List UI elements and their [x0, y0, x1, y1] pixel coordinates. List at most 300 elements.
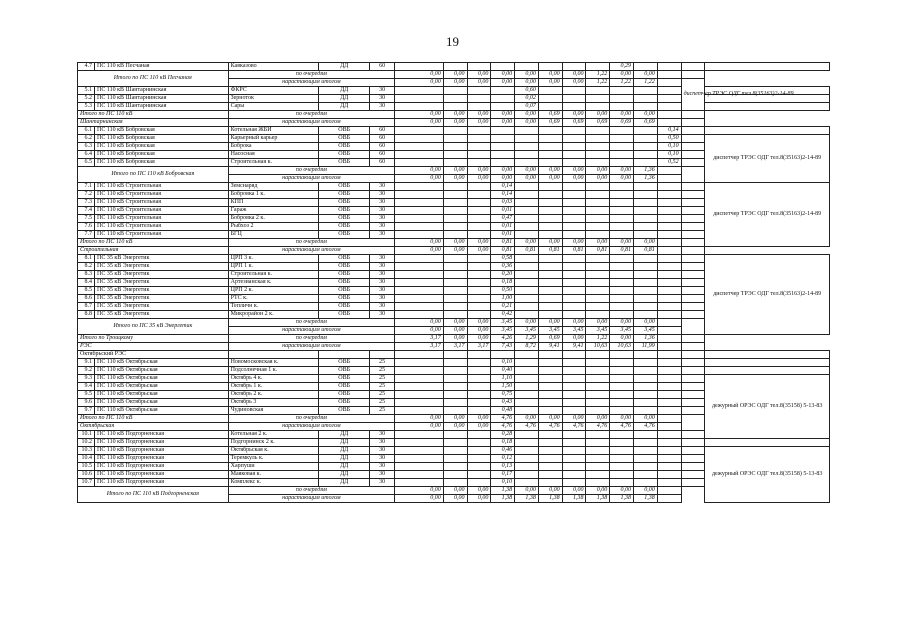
value-cell — [515, 207, 539, 215]
empty-cell — [370, 351, 395, 359]
value-cell — [586, 215, 610, 223]
empty-cell — [586, 351, 610, 359]
value-cell: 0,00 — [610, 487, 634, 495]
value-cell: 0,00 — [538, 239, 562, 247]
value-cell — [562, 471, 586, 479]
value-cell: 0,00 — [467, 247, 491, 255]
subtotal-title: Итого по ПС 110 кВ — [78, 111, 229, 119]
value-cell — [538, 407, 562, 415]
value-cell: 0,00 — [467, 239, 491, 247]
value-cell — [515, 223, 539, 231]
value-cell — [586, 127, 610, 135]
value-cell: 1,10 — [491, 375, 515, 383]
value-cell: 0,00 — [467, 111, 491, 119]
value-cell: 0,00 — [562, 415, 586, 423]
responsible-unit: ДД — [319, 447, 370, 455]
value-cell — [538, 439, 562, 447]
value-cell — [491, 159, 515, 167]
limit-value: 30 — [370, 255, 395, 263]
value-cell: 0,69 — [634, 119, 658, 127]
value-cell — [681, 159, 705, 167]
value-cell — [515, 471, 539, 479]
value-cell: 0,00 — [467, 319, 491, 327]
value-cell: 4,76 — [515, 423, 539, 431]
value-cell — [586, 383, 610, 391]
value-cell — [657, 479, 681, 487]
feeder-name: ЦРП 2 к. — [228, 287, 319, 295]
value-cell: 0,00 — [395, 415, 444, 423]
limit-value: 30 — [370, 287, 395, 295]
value-cell: 0,10 — [491, 359, 515, 367]
value-cell: 0,69 — [562, 119, 586, 127]
feeder-name: Бобровка 2 к. — [228, 215, 319, 223]
limit-value: 30 — [370, 223, 395, 231]
row-number: 10.1 — [78, 431, 95, 439]
value-cell — [443, 207, 467, 215]
value-cell: 0,00 — [610, 175, 634, 183]
value-cell — [657, 87, 681, 95]
value-cell: 0,00 — [515, 71, 539, 79]
value-cell: 0,00 — [586, 111, 610, 119]
value-cell: 0,00 — [538, 415, 562, 423]
value-cell: 3,45 — [515, 327, 539, 335]
subtotal-mode: по очередям — [228, 319, 394, 327]
value-cell — [538, 199, 562, 207]
value-cell: 0,00 — [443, 319, 467, 327]
value-cell — [395, 391, 444, 399]
value-cell — [395, 375, 444, 383]
limit-value: 60 — [370, 135, 395, 143]
value-cell — [657, 63, 681, 71]
value-cell — [681, 311, 705, 319]
value-cell — [395, 447, 444, 455]
value-cell — [467, 375, 491, 383]
value-cell — [657, 487, 681, 495]
value-cell — [681, 463, 705, 471]
value-cell — [538, 215, 562, 223]
value-cell — [586, 367, 610, 375]
value-cell: 0,00 — [491, 71, 515, 79]
value-cell — [562, 439, 586, 447]
value-cell: 1,22 — [586, 79, 610, 87]
responsible-unit: ОВБ — [319, 231, 370, 239]
value-cell — [515, 255, 539, 263]
value-cell — [610, 471, 634, 479]
row-number: 8.5 — [78, 287, 95, 295]
value-cell — [538, 367, 562, 375]
value-cell: 0,00 — [610, 239, 634, 247]
value-cell — [467, 471, 491, 479]
value-cell — [443, 255, 467, 263]
empty-cell — [395, 351, 444, 359]
value-cell: 0,00 — [610, 111, 634, 119]
value-cell — [586, 87, 610, 95]
value-cell: 0,60 — [515, 87, 539, 95]
substation-name: ПС 110 кВ Бобровская — [94, 159, 228, 167]
limit-value: 30 — [370, 231, 395, 239]
value-cell — [515, 127, 539, 135]
empty-cell — [681, 247, 705, 255]
value-cell: 0,00 — [586, 239, 610, 247]
value-cell: 1,38 — [586, 495, 610, 503]
value-cell — [443, 135, 467, 143]
substation-name: ПС 110 кВ Шантарнинская — [94, 95, 228, 103]
value-cell — [467, 255, 491, 263]
value-cell: 0,00 — [634, 319, 658, 327]
value-cell: 0,00 — [562, 167, 586, 175]
value-cell: 0,00 — [634, 415, 658, 423]
value-cell: 0,00 — [443, 167, 467, 175]
value-cell — [443, 375, 467, 383]
value-cell — [538, 183, 562, 191]
feeder-name: РТС к. — [228, 295, 319, 303]
value-cell — [395, 271, 444, 279]
row-number: 9.4 — [78, 383, 95, 391]
value-cell: 1,38 — [491, 487, 515, 495]
row-number: 5.3 — [78, 103, 95, 111]
value-cell — [610, 183, 634, 191]
value-cell — [586, 271, 610, 279]
subtotal-mode: по очередям — [228, 415, 394, 423]
value-cell — [586, 183, 610, 191]
value-cell: 0,69 — [610, 119, 634, 127]
value-cell — [562, 207, 586, 215]
feeder-name: Карьерный карьер — [228, 135, 319, 143]
value-cell — [562, 199, 586, 207]
value-cell — [681, 407, 705, 415]
value-cell: 0,00 — [515, 167, 539, 175]
value-cell — [634, 215, 658, 223]
substation-name: ПС 110 кВ Строительная — [94, 199, 228, 207]
value-cell — [657, 415, 681, 423]
limit-value: 30 — [370, 295, 395, 303]
value-cell: 0,01 — [491, 223, 515, 231]
responsible-unit: ДД — [319, 479, 370, 487]
value-cell: 0,18 — [491, 439, 515, 447]
value-cell — [634, 135, 658, 143]
value-cell: 0,00 — [467, 335, 491, 343]
empty-cell — [705, 367, 830, 375]
value-cell: 3,45 — [586, 327, 610, 335]
subtotal-mode: по очередям — [228, 239, 394, 247]
substation-name: ПС 110 кВ Октябрьская — [94, 367, 228, 375]
limit-value: 30 — [370, 271, 395, 279]
value-cell: 0,81 — [610, 247, 634, 255]
value-cell: 4,76 — [491, 423, 515, 431]
value-cell — [562, 375, 586, 383]
value-cell — [395, 215, 444, 223]
value-cell — [657, 391, 681, 399]
value-cell — [395, 479, 444, 487]
feeder-name: Харпуши — [228, 463, 319, 471]
value-cell — [562, 151, 586, 159]
value-cell — [395, 207, 444, 215]
value-cell — [443, 199, 467, 207]
value-cell — [562, 463, 586, 471]
value-cell: 0,00 — [610, 335, 634, 343]
value-cell — [443, 399, 467, 407]
value-cell — [538, 207, 562, 215]
value-cell — [610, 367, 634, 375]
substation-name: ПС 110 кВ Октябрьская — [94, 375, 228, 383]
value-cell — [443, 455, 467, 463]
row-number: 6.5 — [78, 159, 95, 167]
feeder-name: ЦРП 1 к. — [228, 263, 319, 271]
value-cell — [538, 375, 562, 383]
value-cell — [634, 63, 658, 71]
value-cell — [681, 359, 705, 367]
value-cell — [538, 479, 562, 487]
value-cell — [467, 103, 491, 111]
row-number: 5.2 — [78, 95, 95, 103]
responsible-unit: ДД — [319, 471, 370, 479]
value-cell — [657, 359, 681, 367]
subtotal-mode: нарастающим итогом — [228, 175, 394, 183]
value-cell: 0,00 — [395, 119, 444, 127]
value-cell — [681, 367, 705, 375]
value-cell — [443, 159, 467, 167]
value-cell — [562, 263, 586, 271]
table-row — [78, 103, 830, 111]
load-table — [77, 62, 830, 503]
value-cell — [657, 71, 681, 79]
value-cell: 0,00 — [395, 111, 444, 119]
feeder-name: Боброка — [228, 143, 319, 151]
value-cell — [681, 215, 705, 223]
value-cell: 4,76 — [491, 415, 515, 423]
value-cell: 0,18 — [491, 279, 515, 287]
limit-value: 25 — [370, 375, 395, 383]
value-cell — [634, 359, 658, 367]
value-cell — [538, 159, 562, 167]
value-cell — [395, 103, 444, 111]
value-cell — [491, 135, 515, 143]
limit-value: 30 — [370, 279, 395, 287]
value-cell — [515, 263, 539, 271]
value-cell — [586, 463, 610, 471]
value-cell — [395, 223, 444, 231]
value-cell — [610, 135, 634, 143]
value-cell — [395, 455, 444, 463]
value-cell — [634, 159, 658, 167]
value-cell — [562, 87, 586, 95]
value-cell — [657, 95, 681, 103]
value-cell — [538, 255, 562, 263]
value-cell — [657, 215, 681, 223]
value-cell: 0,00 — [515, 239, 539, 247]
value-cell — [586, 471, 610, 479]
value-cell: 0,69 — [538, 335, 562, 343]
value-cell: 0,01 — [491, 231, 515, 239]
value-cell: 0,00 — [491, 175, 515, 183]
value-cell — [562, 455, 586, 463]
value-cell — [395, 295, 444, 303]
value-cell — [491, 95, 515, 103]
subtotal-mode: нарастающим итогом — [228, 119, 394, 127]
row-number: 7.4 — [78, 207, 95, 215]
value-cell — [681, 135, 705, 143]
value-cell: 0,17 — [491, 471, 515, 479]
value-cell: 0,00 — [538, 79, 562, 87]
responsible-unit: ОВБ — [319, 407, 370, 415]
substation-name: ПС 110 кВ Строительная — [94, 231, 228, 239]
limit-value: 25 — [370, 367, 395, 375]
value-cell — [515, 391, 539, 399]
limit-value: 30 — [370, 471, 395, 479]
value-cell: 11,99 — [634, 343, 658, 351]
subtotal-title: Итого по ПС 110 кВ Бобровская — [78, 167, 229, 183]
value-cell — [610, 391, 634, 399]
value-cell: 0,10 — [657, 151, 681, 159]
value-cell — [610, 223, 634, 231]
value-cell — [681, 295, 705, 303]
table-row — [78, 447, 830, 455]
dispatcher-note: дежурный ОРЭС ОДГ тел.8(35158) 5-13-83 — [705, 375, 830, 439]
value-cell: 9,41 — [562, 343, 586, 351]
value-cell — [443, 87, 467, 95]
limit-value: 30 — [370, 463, 395, 471]
value-cell — [443, 223, 467, 231]
value-cell — [443, 103, 467, 111]
value-cell — [562, 215, 586, 223]
value-cell: 0,40 — [491, 367, 515, 375]
value-cell — [538, 135, 562, 143]
value-cell — [395, 311, 444, 319]
responsible-unit: ОВБ — [319, 151, 370, 159]
value-cell — [538, 103, 562, 111]
value-cell — [515, 287, 539, 295]
value-cell — [515, 303, 539, 311]
value-cell: 0,00 — [395, 423, 444, 431]
value-cell — [586, 191, 610, 199]
value-cell: 0,00 — [538, 167, 562, 175]
substation-name: ПС 110 кВ Строительная — [94, 215, 228, 223]
feeder-name: Теремкуль к. — [228, 455, 319, 463]
value-cell — [681, 455, 705, 463]
feeder-name: Зерноток — [228, 95, 319, 103]
value-cell — [681, 191, 705, 199]
responsible-unit: ОВБ — [319, 375, 370, 383]
value-cell — [443, 191, 467, 199]
value-cell — [681, 287, 705, 295]
value-cell — [515, 407, 539, 415]
limit-value: 30 — [370, 431, 395, 439]
row-number: 10.5 — [78, 463, 95, 471]
value-cell — [562, 127, 586, 135]
row-number: 8.4 — [78, 279, 95, 287]
substation-name: ПС 110 кВ Подгорненская — [94, 455, 228, 463]
row-number: 7.2 — [78, 191, 95, 199]
row-number: 10.4 — [78, 455, 95, 463]
value-cell: 0,00 — [443, 239, 467, 247]
value-cell — [538, 63, 562, 71]
value-cell — [657, 175, 681, 183]
value-cell — [562, 95, 586, 103]
value-cell: 0,00 — [395, 71, 444, 79]
value-cell — [467, 231, 491, 239]
value-cell — [515, 383, 539, 391]
value-cell: 1,00 — [491, 295, 515, 303]
value-cell: 1,22 — [586, 71, 610, 79]
value-cell: 0,69 — [586, 119, 610, 127]
value-cell — [538, 447, 562, 455]
value-cell — [634, 127, 658, 135]
value-cell — [657, 183, 681, 191]
feeder-name: Микрорайон 2 к. — [228, 311, 319, 319]
substation-name: ПС 110 кВ Строительная — [94, 207, 228, 215]
value-cell: 3,45 — [491, 327, 515, 335]
value-cell: 0,00 — [395, 327, 444, 335]
value-cell — [443, 367, 467, 375]
value-cell: 0,00 — [610, 319, 634, 327]
value-cell — [657, 463, 681, 471]
value-cell — [515, 159, 539, 167]
value-cell — [467, 63, 491, 71]
feeder-name: Рыбхоз 2 — [228, 223, 319, 231]
value-cell: 0,00 — [562, 175, 586, 183]
value-cell — [586, 375, 610, 383]
feeder-name: Комплекс к. — [228, 479, 319, 487]
substation-name: ПС 110 кВ Бобровская — [94, 127, 228, 135]
feeder-name: Подсолнечная 1 к. — [228, 367, 319, 375]
subtotal-mode: по очередям — [228, 71, 394, 79]
value-cell — [395, 95, 444, 103]
feeder-name: Котельная ЖБИ — [228, 127, 319, 135]
limit-value: 30 — [370, 199, 395, 207]
subtotal-mode: нарастающим итогом — [228, 495, 394, 503]
value-cell — [610, 399, 634, 407]
feeder-name: Новомосковская к. — [228, 359, 319, 367]
value-cell — [586, 279, 610, 287]
value-cell — [586, 135, 610, 143]
value-cell — [467, 215, 491, 223]
row-number: 7.6 — [78, 223, 95, 231]
value-cell — [515, 143, 539, 151]
responsible-unit: ОВБ — [319, 311, 370, 319]
value-cell: 0,00 — [562, 239, 586, 247]
value-cell: 0,00 — [443, 487, 467, 495]
feeder-name: Октябрьская к. — [228, 447, 319, 455]
value-cell: 0,10 — [657, 143, 681, 151]
value-cell — [395, 399, 444, 407]
responsible-unit: ОВБ — [319, 279, 370, 287]
value-cell: 0,00 — [395, 487, 444, 495]
value-cell: 3,45 — [610, 327, 634, 335]
responsible-unit: ОВБ — [319, 143, 370, 151]
value-cell — [681, 279, 705, 287]
limit-value: 60 — [370, 127, 395, 135]
value-cell: 0,00 — [586, 319, 610, 327]
value-cell — [681, 471, 705, 479]
value-cell — [657, 295, 681, 303]
value-cell — [657, 263, 681, 271]
value-cell — [657, 279, 681, 287]
value-cell — [515, 399, 539, 407]
limit-value: 30 — [370, 263, 395, 271]
responsible-unit: ОВБ — [319, 191, 370, 199]
responsible-unit: ДД — [319, 87, 370, 95]
value-cell — [515, 359, 539, 367]
responsible-unit: ОВБ — [319, 127, 370, 135]
value-cell — [634, 87, 658, 95]
value-cell — [586, 303, 610, 311]
substation-name: ПС 35 кВ Энергетик — [94, 303, 228, 311]
value-cell — [681, 199, 705, 207]
value-cell — [610, 375, 634, 383]
feeder-name: КПП — [228, 199, 319, 207]
empty-cell — [681, 71, 705, 79]
value-cell: 0,00 — [467, 415, 491, 423]
